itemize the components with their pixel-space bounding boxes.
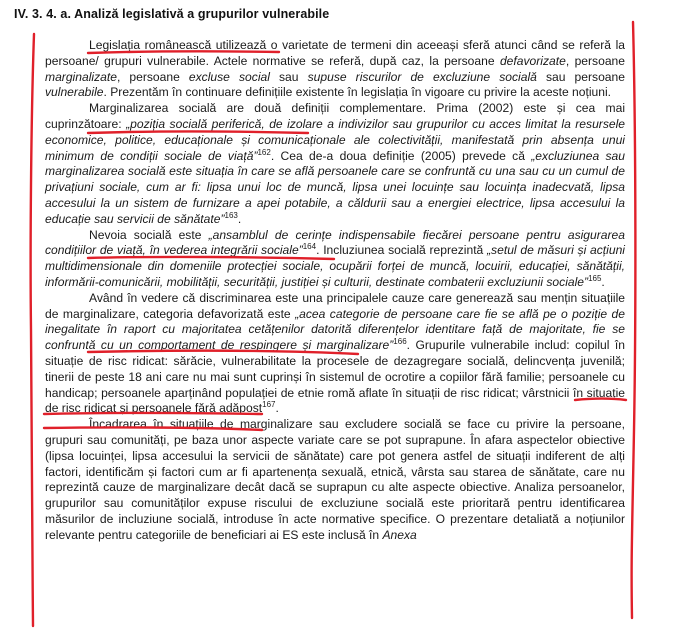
italic-run: „ansamblul de cerințe indispensabile fiecărei persoane pentru asigurarea condițiilor de viață, în vederea integrării sociale” — [45, 227, 625, 258]
footnote-ref: 163 — [224, 210, 238, 220]
paragraph-p5 — [45, 417, 625, 543]
italic-run: supuse riscurilor de excluziune socială — [307, 69, 537, 84]
text-run: . Cea de-a doua definiție (2005) prevede că — [270, 148, 532, 163]
section-heading: IV. 3. 4. a. Analiză legislativă a grupurilor vulnerabile — [14, 7, 330, 21]
text-run: Încadrarea în situațiile de marginalizare sau excludere socială se face cu privire la persoane, grupuri sau comunități, pe baza unor aspecte variate care se pot suprapune. În afara aspectelor obiective (lipsa locuinței, lipsa accesului la servicii de sănătate) care pot genera astfel de situații indiferent de alți factori, identificăm și factori cum ar fi apartenența sexuală, etnică, vârsta sau starea de sănătate, care nu reprezintă cauze de marginalizare decât dacă se suprapun cu alte aspecte obiective. Analiza persoanelor, grupurilor sau comunităților expuse riscului de excluziune socială este prioritară pentru identificarea măsurilor de incluziune socială, introduse în acte normative specifice. O prezentare detaliată a noțiunilor relevante pentru categoriile de beneficiari ai ES este inclusă în — [45, 417, 625, 542]
left-margin-line — [31, 34, 34, 626]
paragraph-p3 — [45, 228, 625, 291]
italic-run: „excluziunea sau marginalizarea socială este situația în care se află persoanele care se confruntă cu una sau cu un cumul de privațiuni sociale, cum ar fi: lipsa unui loc de muncă, lipsa unei locuințe sau locuința inadecvată, lipsa accesului la un sistem de furnizare a apei potabile, a căldurii sau a energiei electrice, lipsa accesului la educație sau servicii de sănătate” — [45, 148, 626, 226]
text-run: , persoane — [116, 69, 189, 84]
italic-run: Anexa — [382, 527, 417, 542]
right-margin-line — [632, 22, 636, 618]
text-run: Marginalizarea socială are două definiții complementare. Prima (2002) este și cea mai cuprinzătoare: — [45, 101, 625, 131]
footnote-ref: 167 — [262, 400, 276, 410]
text-run: Având în vedere că discriminarea este una principalele cauze care generează sau mențin situațiile de marginalizare, categoria defavorizată este — [45, 290, 625, 321]
italic-run: excluse social — [188, 69, 270, 84]
text-run: . — [601, 274, 605, 289]
italic-run: defavorizate — [499, 53, 566, 68]
paragraph-p4 — [45, 291, 625, 417]
italic-run: „setul de măsuri și acțiuni multidimensionale din domeniile protecției sociale, ocupării forței de muncă, locuirii, educației, sănătății, informării-comunicării, mobilității, securității, justiției și culturii, destinate combaterii excluziunii sociale” — [45, 243, 625, 289]
text-run: sau persoane — [536, 69, 625, 84]
text-run: Nevoia socială este — [89, 227, 209, 242]
italic-run: marginalizate — [45, 69, 117, 84]
text-run: . — [237, 211, 242, 226]
italic-run: vulnerabile — [45, 85, 104, 100]
italic-run: „acea categorie de persoane care fie se află pe o poziție de inegalitate în raport cu majoritatea cetățenilor datorită diferențelor identitare față de majoritate, fie se confruntă cu un comportament de respingere și marginalizare” — [45, 306, 625, 353]
text-run: . Grupurile vulnerabile includ: copilul în situație de risc ridicat: sărăcie, vulnerabilitate la procesele de dezagregare socială, delincvența juvenilă; tinerii de peste 18 ani care nu mai sunt cuprinși în sistemul de ocrotire a copiilor fără familie; persoanele cu handicap; persoanele aparținând populației de etnie romă aflate în situații de risc ridicat; vârstnicii în situație de risc ridicat și persoanele fără adăpost — [45, 338, 625, 416]
text-run: . Incluziunea socială reprezintă — [316, 243, 488, 258]
text-run: sau — [269, 69, 308, 84]
text-run: . Prezentăm în continuare definițiile existente în legislația în vigoare cu privire la aceste noțiuni. — [103, 85, 612, 100]
footnote-ref: 164 — [302, 242, 317, 252]
paragraph-p1 — [45, 38, 625, 101]
paragraph-p2 — [45, 101, 625, 227]
italic-run: „poziția socială periferică, de izolare a indivizilor sau grupurilor cu acces limitat la resursele economice, politice, educaționale și comunicaționale ale colectivității, manifestată prin absența unui minimum de condiții sociale de viață” — [45, 116, 626, 163]
text-run: Legislația românească utilizează o varietate de termeni din aceeași sferă atunci când se referă la persoane/ grupuri vulnerabile. Actele normative se referă, după caz, la persoane — [45, 38, 625, 68]
footnote-ref: 166 — [393, 337, 407, 347]
footnote-ref: 162 — [257, 147, 271, 157]
footnote-ref: 165 — [588, 273, 602, 283]
text-run: , persoane — [565, 53, 625, 68]
text-run: . — [275, 401, 279, 416]
body-text — [45, 38, 625, 544]
